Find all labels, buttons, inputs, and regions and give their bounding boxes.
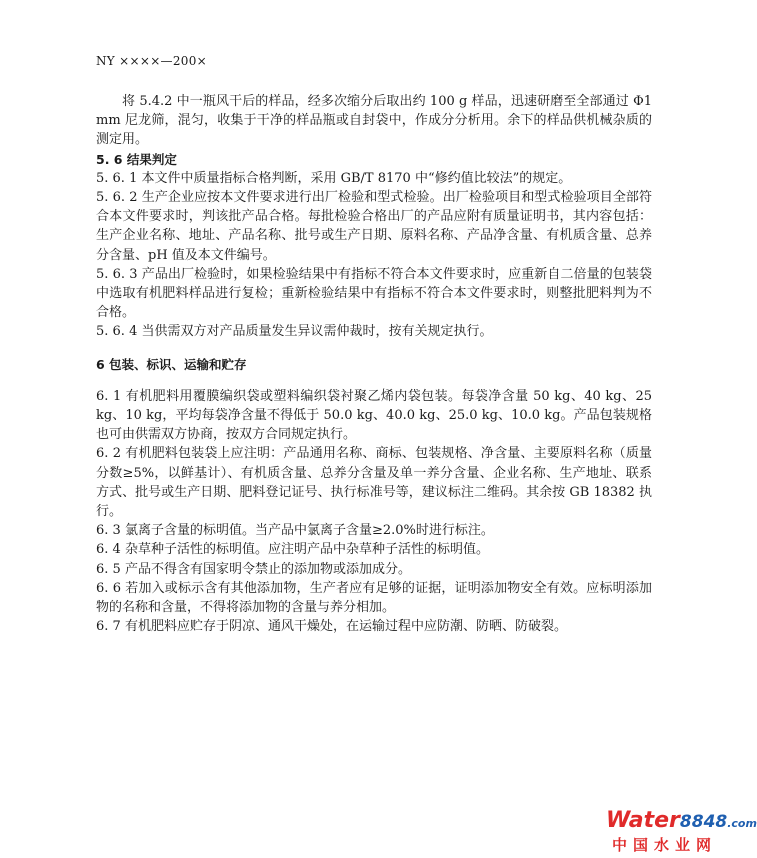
paragraph-6-6: 6. 6 若加入或标示含有其他添加物，生产者应有足够的证据，证明添加物安全有效。应标明添加物的名称和含量，不得将添加物的含量与养分相加。: [96, 580, 652, 616]
watermark-brand: Water: [606, 808, 680, 833]
document-body: [96, 92, 652, 636]
watermark-logo-top: [606, 808, 757, 833]
paragraph-5-6-1: 5. 6. 1 本文件中质量指标合格判断，采用 GB/T 8170 中“修约值比较法”的规定。: [96, 170, 572, 186]
watermark-suffix: .com: [727, 817, 757, 830]
heading-5-6: 5. 6 结果判定: [96, 151, 177, 167]
paragraph-5-6-2: 5. 6. 2 生产企业应按本文件要求进行出厂检验和型式检验。出厂检验项目和型式检验项目全部符合本文件要求时，判该批产品合格。每批检验合格出厂的产品应附有质量证明书，其内容包括：生产企业名称、地址、产品名称、批号或生产日期、原料名称、产品净含量、有机质含量、总养分含量、pH 值及本文件编号。: [96, 190, 652, 263]
paragraph-5-4-2-sample-prep: 将 5.4.2 中一瓶风干后的样品，经多次缩分后取出约 100 g 样品，迅速研磨至全部通过 Φ1 mm 尼龙筛，混匀，收集于干净的样品瓶或自封袋中，作成分分析用。余下的样品供机械杂质的测定用。: [96, 94, 652, 148]
heading-section-6: 6 包装、标识、运输和贮存: [96, 356, 247, 372]
watermark-cn-name: 中国水业网: [612, 836, 718, 854]
watermark-number: 8848: [679, 812, 728, 832]
paragraph-6-2: 6. 2 有机肥料包装袋上应注明：产品通用名称、商标、包装规格、净含量、主要原料名称（质量分数≥5%，以鲜基计）、有机质含量、总养分含量及单一养分含量、企业名称、生产地址、联系方式、批号或生产日期、肥料登记证号、执行标准号等，建议标注二维码。其余按 GB 18382 执行。: [96, 446, 652, 520]
paragraph-6-1: 6. 1 有机肥料用覆膜编织袋或塑料编织袋衬聚乙烯内袋包装。每袋净含量 50 kg、40 kg、25 kg、10 kg，平均每袋净含量不得低于 50.0 kg、40.0 kg、25.0 kg、10.0 kg。产品包装规格也可由供需双方协商，按双方合同规定执行。: [96, 388, 652, 443]
paragraph-6-7: 6. 7 有机肥料应贮存于阴凉、通风干燥处，在运输过程中应防潮、防晒、防破裂。: [96, 619, 567, 635]
paragraph-5-6-3: 5. 6. 3 产品出厂检验时，如果检验结果中有指标不符合本文件要求时，应重新自二倍量的包装袋中选取有机肥料样品进行复检；重新检验结果中有指标不符合本文件要求时，则整批肥料判为不合格。: [96, 266, 652, 321]
standard-header: NY ××××—200×: [96, 54, 208, 68]
paragraph-6-5: 6. 5 产品不得含有国家明令禁止的添加物或添加成分。: [96, 561, 411, 577]
paragraph-6-3: 6. 3 氯离子含量的标明值。当产品中氯离子含量≥2.0%时进行标注。: [96, 523, 494, 539]
watermark-logo: [606, 808, 757, 854]
paragraph-6-4: 6. 4 杂草种子活性的标明值。应注明产品中杂草种子活性的标明值。: [96, 542, 489, 558]
paragraph-5-6-4: 5. 6. 4 当供需双方对产品质量发生异议需仲裁时，按有关规定执行。: [96, 324, 493, 340]
